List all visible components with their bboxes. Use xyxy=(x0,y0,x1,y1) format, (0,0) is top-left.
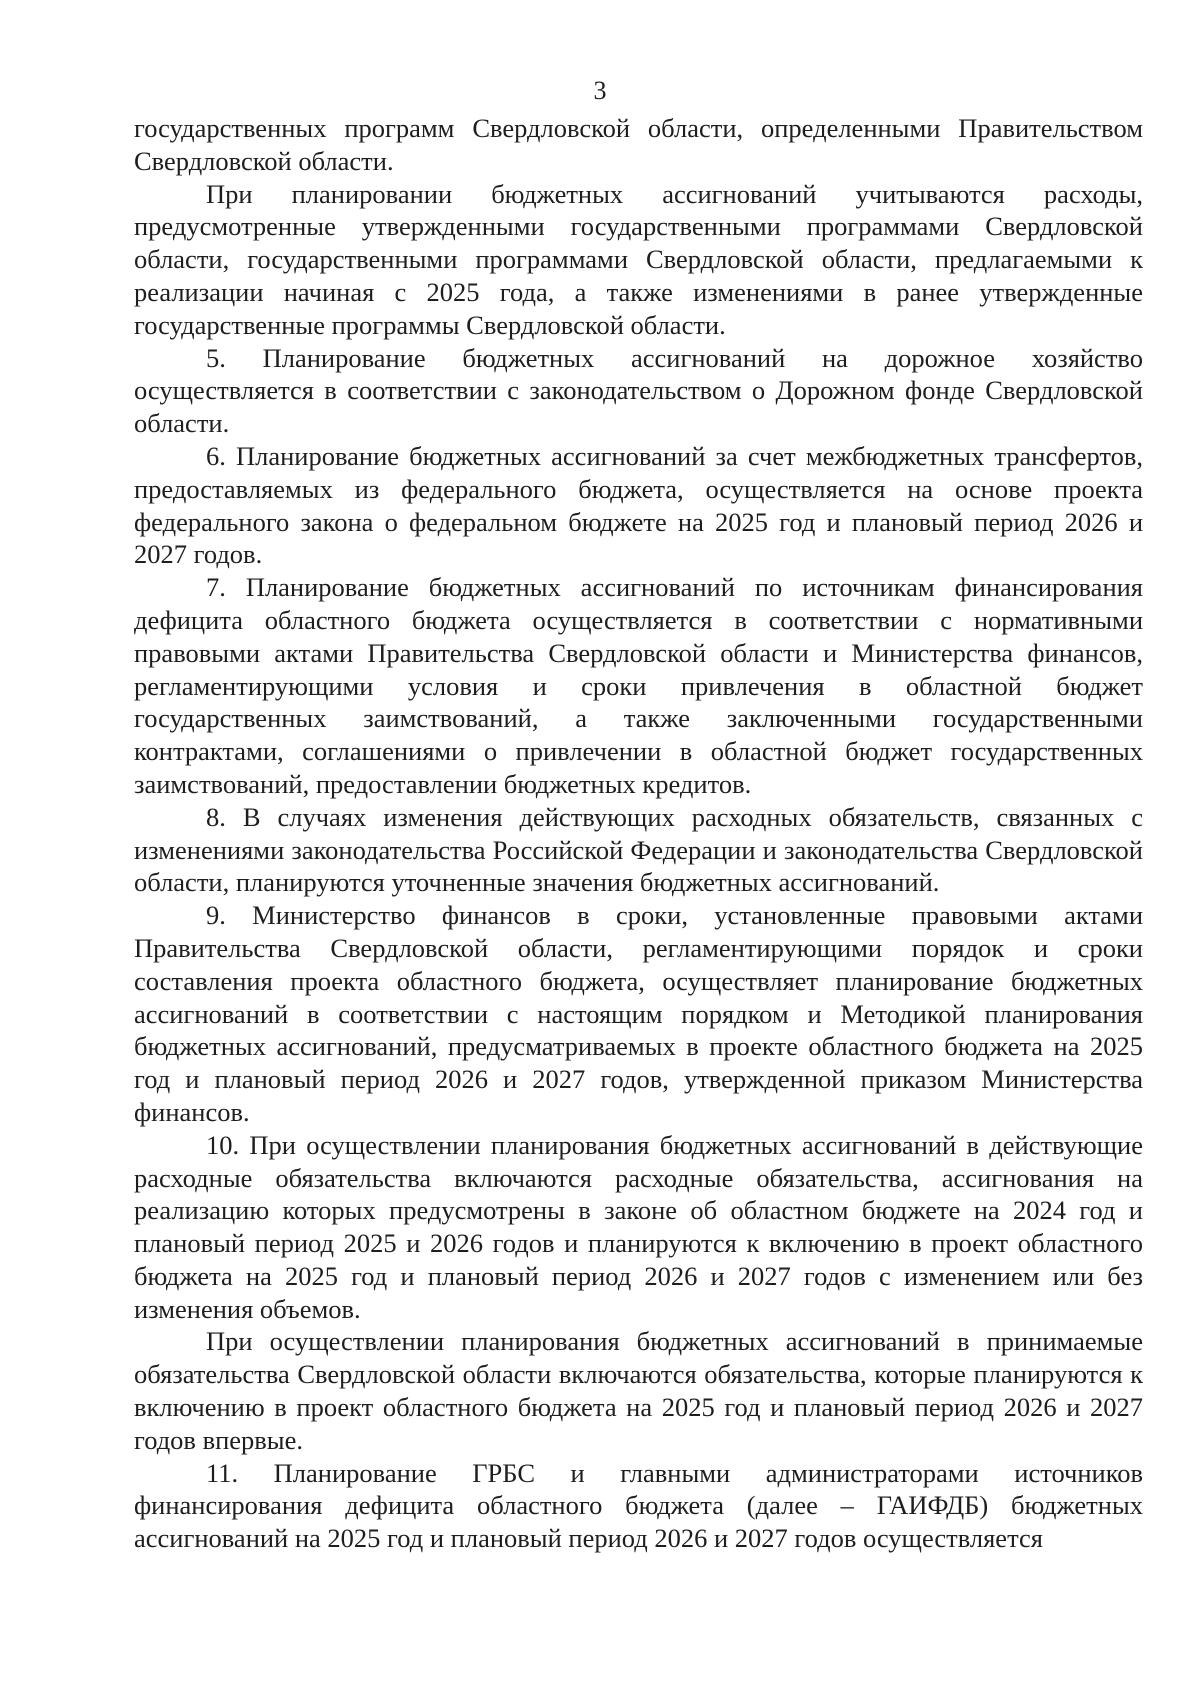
paragraph-item-11: 11. Планирование ГРБС и главными администраторами источников финансирования дефицита областного бюджета (далее – ГАИФДБ) бюджетных ассигнований на 2025 год и плановый период 2026 и 2027 годов осуществляется xyxy=(134,1457,1143,1554)
page-number: 3 xyxy=(593,76,607,105)
paragraph-item-10-continued: При осуществлении планирования бюджетных ассигнований в принимаемые обязательства Свердловской области включаются обязательства, которые планируются к включению в проект областного бюджета на 2025 год и плановый период 2026 и 2027 годов впервые. xyxy=(134,1326,1143,1455)
paragraph-item-9: 9. Министерство финансов в сроки, установленные правовыми актами Правительства Свердловской области, регламентирующими порядок и сроки составления проекта областного бюджета, осуществляет планирование бюджетных ассигнований в соответствии с настоящим порядком и Методикой планирования бюджетных ассигнований, предусматриваемых в проекте областного бюджета на 2025 год и плановый период 2026 и 2027 годов, утвержденной приказом Министерства финансов. xyxy=(134,900,1143,1127)
paragraph-item-10: 10. При осуществлении планирования бюджетных ассигнований в действующие расходные обязательства включаются расходные обязательства, ассигнования на реализацию которых предусмотрены в законе об областном бюджете на 2024 год и плановый период 2025 и 2026 годов и планируются к включению в проект областного бюджета на 2025 год и плановый период 2026 и 2027 годов с изменением или без изменения объемов. xyxy=(134,1129,1143,1324)
paragraph-item-6: 6. Планирование бюджетных ассигнований за счет межбюджетных трансфертов, предоставляемых из федерального бюджета, осуществляется на основе проекта федерального закона о федеральном бюджете на 2025 год и плановый период 2026 и 2027 годов. xyxy=(134,440,1143,570)
paragraph-item-8: 8. В случаях изменения действующих расходных обязательств, связанных с изменениями законодательства Российской Федерации и законодательства Свердловской области, планируются уточненные значения бюджетных ассигнований. xyxy=(134,801,1143,898)
paragraph-item-7: 7. Планирование бюджетных ассигнований по источникам финансирования дефицита областного бюджета осуществляется в соответствии с нормативными правовыми актами Правительства Свердловской области и Министерства финансов, регламентирующими условия и сроки привлечения в областной бюджет государственных заимствований, а также заключенными государственными контрактами, соглашениями о привлечении в областной бюджет государственных заимствований, предоставлении бюджетных кредитов. xyxy=(134,572,1143,799)
paragraph-continuation: государственных программ Свердловской области, определенными Правительством Свердловской области. xyxy=(134,113,1143,176)
document-body xyxy=(134,112,1143,1555)
paragraph-item-5: 5. Планирование бюджетных ассигнований на дорожное хозяйство осуществляется в соответствии с законодательством о Дорожном фонде Свердловской области. xyxy=(134,342,1143,439)
paragraph-budget-planning-programs: При планировании бюджетных ассигнований учитываются расходы, предусмотренные утвержденными государственными программами Свердловской области, государственными программами Свердловской области, предлагаемыми к реализации начиная с 2025 года, а также изменениями в ранее утвержденные государственные программы Свердловской области. xyxy=(134,178,1143,340)
